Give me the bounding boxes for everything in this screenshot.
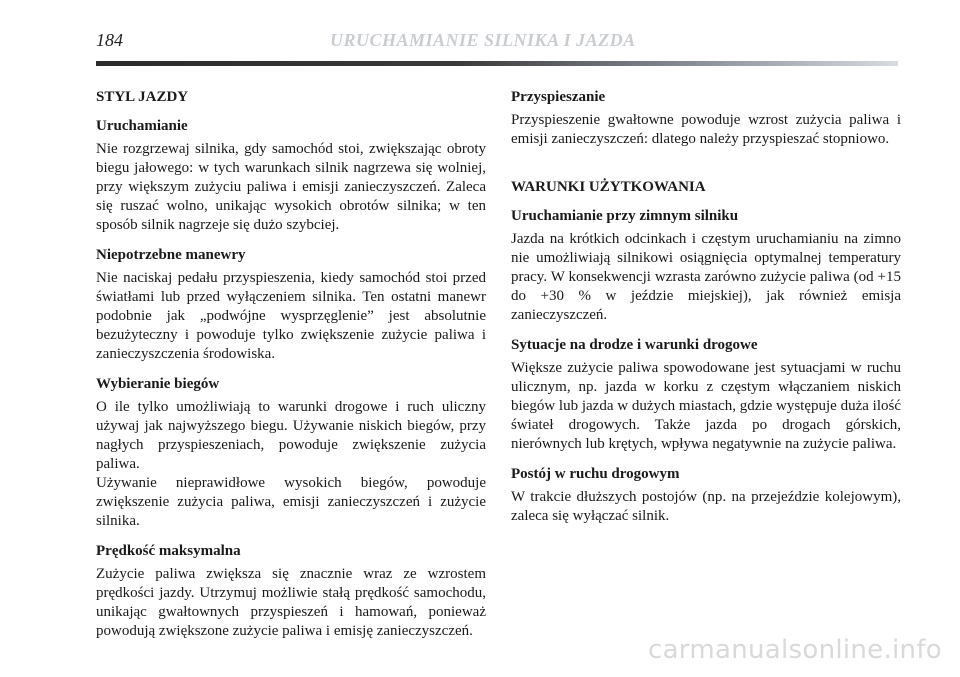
header-rule bbox=[96, 61, 898, 66]
section-spacer bbox=[511, 160, 901, 178]
page-header bbox=[0, 0, 960, 70]
heading-max-speed: Prędkość maksymalna bbox=[96, 543, 241, 559]
running-title: URUCHAMIANIE SILNIKA I JAZDA bbox=[330, 30, 636, 50]
page-number: 184 bbox=[96, 30, 123, 50]
paragraph-unnecessary-maneuvers: Nie naciskaj pedału przyspieszenia, kiedy samochód stoi przed światłami lub przed wyłączeniem silnika. Ten ostatni manewr podobnie jak „podwójne wysprzęglenie” jest absolutnie bezużyteczny i powoduje tylko zwiększenie zużycie paliwa i zanieczyszczenia środowiska. bbox=[96, 270, 486, 362]
heading-acceleration: Przyspieszanie bbox=[511, 89, 606, 105]
section-title-operating-conditions: WARUNKI UŻYTKOWANIA bbox=[511, 179, 706, 195]
paragraph-gear-selection-2: Używanie nieprawidłowe wysokich biegów, powoduje zwiększenie zużycia paliwa, emisji zanieczyszczeń i zużycie silnika. bbox=[96, 475, 486, 529]
heading-starting: Uruchamianie bbox=[96, 118, 188, 134]
watermark: carmanualsonline.info bbox=[647, 635, 942, 665]
section-title-driving-style: STYL JAZDY bbox=[96, 89, 189, 105]
heading-traffic-stop: Postój w ruchu drogowym bbox=[511, 466, 680, 482]
heading-road-conditions: Sytuacje na drodze i warunki drogowe bbox=[511, 337, 758, 353]
right-column bbox=[511, 88, 901, 537]
paragraph-road-conditions: Większe zużycie paliwa spowodowane jest sytuacjami w ruchu ulicznym, np. jazda w korku z częstym włączaniem niskich biegów lub jazda w dużych miastach, gdzie występuje duża ilość świateł drogowych. Także jazda po drogach górskich, nierównych lub krętych, wpływa negatywnie na zużycie paliwa. bbox=[511, 360, 901, 452]
paragraph-starting: Nie rozgrzewaj silnika, gdy samochód stoi, zwiększając obroty biegu jałowego: w tych warunkach silnik nagrzewa się wolniej, przy większym zużyciu paliwa i emisji zanieczyszczeń. Zaleca się ruszać wolno, unikając wysokich obrotów silnika; w ten sposób silnik nagrzeje się dużo szybciej. bbox=[96, 141, 486, 233]
paragraph-acceleration: Przyspieszenie gwałtowne powoduje wzrost zużycia paliwa i emisji zanieczyszczeń: dlatego należy przyspieszać stopniowo. bbox=[511, 112, 901, 147]
paragraph-max-speed: Zużycie paliwa zwiększa się znacznie wraz ze wzrostem prędkości jazdy. Utrzymuj możliwie stałą prędkość samochodu, unikając gwałtownych przyspieszeń i hamowań, ponieważ powodują zwiększone zużycie paliwa i emisję zanieczyszczeń. bbox=[96, 566, 486, 639]
heading-gear-selection: Wybieranie biegów bbox=[96, 376, 220, 392]
paragraph-gear-selection: O ile tylko umożliwiają to warunki drogowe i ruch uliczny używaj jak najwyższego biegu. Używanie niskich biegów, przy nagłych przyspieszeniach, powoduje zwiększenie zużycia paliwa. bbox=[96, 399, 486, 472]
heading-cold-start: Uruchamianie przy zimnym silniku bbox=[511, 208, 739, 224]
left-column bbox=[96, 88, 486, 652]
heading-unnecessary-maneuvers: Niepotrzebne manewry bbox=[96, 247, 246, 263]
paragraph-traffic-stop: W trakcie dłuższych postojów (np. na przejeździe kolejowym), zaleca się wyłączać silnik. bbox=[511, 489, 901, 524]
paragraph-cold-start: Jazda na krótkich odcinkach i częstym uruchamianiu na zimno nie umożliwiają silnikowi osiągnięcia optymalnej temperatury pracy. W konsekwencji wzrasta zarówno zużycie paliwa (od +15 do +30 % w jeździe miejskiej), jak również emisja zanieczyszczeń. bbox=[511, 231, 901, 323]
